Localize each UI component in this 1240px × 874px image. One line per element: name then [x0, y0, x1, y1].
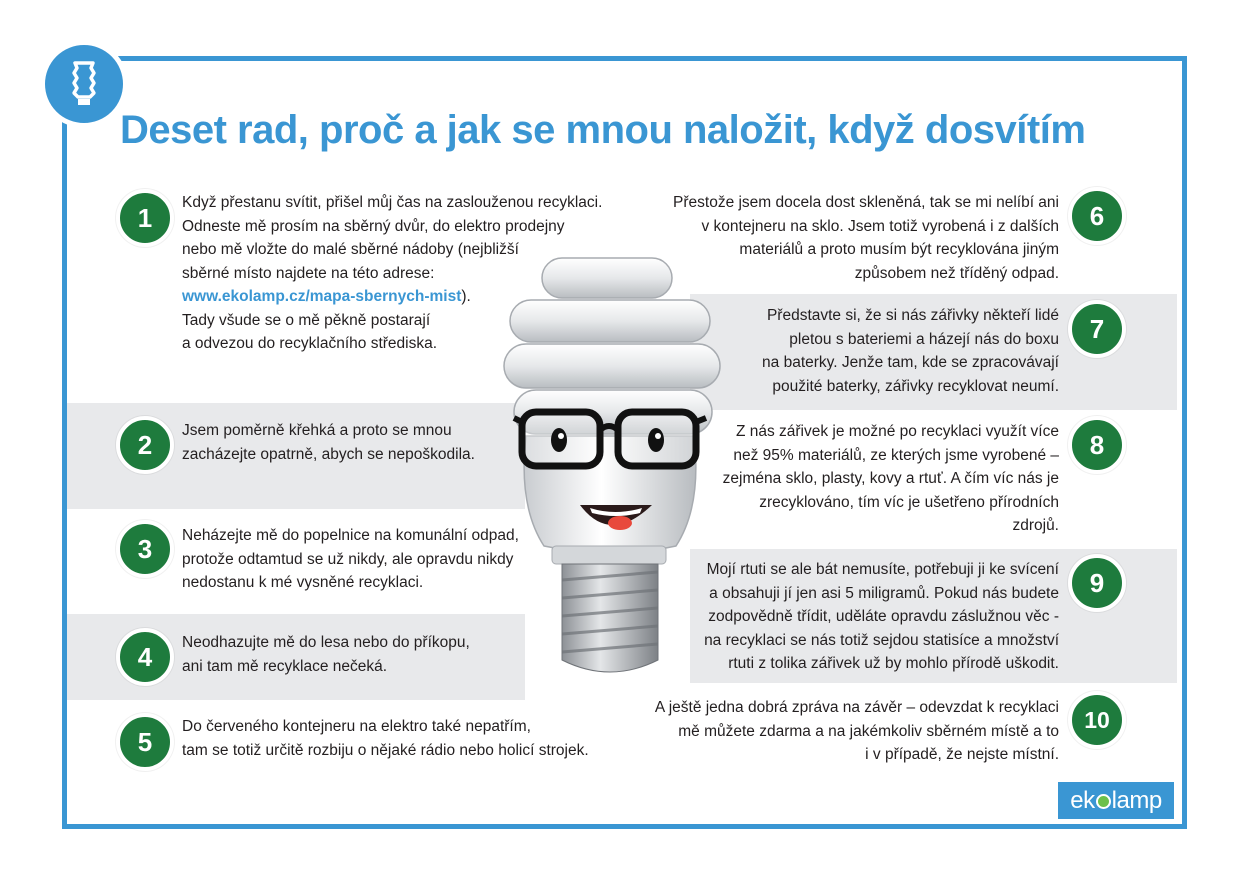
tip-9-line: rtuti z tolika zářivek už by mohlo přírodě uškodit. [728, 655, 1059, 672]
logo-text-end: lamp [1111, 787, 1162, 814]
tip-1-link-suffix: ). [461, 288, 471, 305]
tip-number-5: 5 [116, 713, 174, 771]
tip-number-8: 8 [1068, 416, 1126, 474]
bulb-badge [40, 40, 128, 128]
tip-6-line: Přestože jsem docela dost skleněná, tak se mi nelíbí ani [673, 194, 1059, 211]
tip-number-9: 9 [1068, 554, 1126, 612]
tip-8-line: zdrojů. [1012, 517, 1059, 534]
tip-3-line: nedostanu k mé vysněné recyklaci. [182, 574, 424, 591]
tip-9-line: a obsahuji jí jen asi 5 miligramů. Pokud nás budete [709, 584, 1059, 602]
page-title: Deset rad, proč a jak se mnou naložit, když dosvítím [120, 108, 1086, 152]
tip-1-line: Když přestanu svítit, přišel můj čas na zaslouženou recyklaci. [182, 194, 603, 211]
tip-5-line: tam se totiž určitě rozbiju o nějaké rádio nebo holicí strojek. [182, 741, 589, 759]
tip-10-line: A ještě jedna dobrá zpráva na závěr – odevzdat k recyklaci [654, 699, 1059, 716]
tip-10-line: i v případě, že nejste místní. [865, 746, 1059, 763]
tip-5 [182, 715, 589, 762]
globe-icon [1096, 794, 1111, 809]
tip-1-line: sběrné místo najdete na této adrese: [182, 264, 435, 282]
tip-1-line: Tady všude se o mě pěkně postarají [182, 311, 431, 329]
tip-number-10: 10 [1068, 691, 1126, 749]
tip-3-line: Neházejte mě do popelnice na komunální odpad, [182, 527, 519, 544]
tip-3 [182, 524, 519, 595]
tip-7-line: použité baterky, zářivky recyklovat neumí. [772, 377, 1059, 395]
bulb-outline-icon [45, 45, 123, 123]
tip-5-line: Do červeného kontejneru na elektro také nepatřím, [182, 718, 531, 735]
tip-8-line: zejména sklo, plasty, kovy a rtuť. A čím víc nás je [722, 470, 1059, 487]
spiral-tube [504, 258, 720, 434]
bulb-collar [552, 546, 666, 564]
tip-7 [762, 304, 1059, 398]
tip-3-line: protože odtamtud se už nikdy, ale opravdu nikdy [182, 550, 514, 568]
tip-number-7: 7 [1068, 300, 1126, 358]
ekolamp-logo [1058, 782, 1174, 819]
tip-10-line: mě můžete zdarma a na jakémkoliv sběrném místě a to [678, 722, 1059, 740]
tip-4-line: Neodhazujte mě do lesa nebo do příkopu, [182, 634, 470, 651]
tip-2 [182, 419, 475, 466]
tip-7-line: Představte si, že si nás zářivky někteří lidé [766, 307, 1059, 324]
bulb-character [490, 240, 730, 700]
tip-1-line: a odvezou do recyklačního střediska. [182, 335, 438, 352]
tip-number-4: 4 [116, 628, 174, 686]
tip-6-line: materiálů a proto musím být recyklována jiným [739, 241, 1059, 258]
tip-number-3: 3 [116, 520, 174, 578]
tip-6-line: v kontejneru na sklo. Jsem totiž vyrobená i z dalších [701, 217, 1059, 235]
tip-6-line: způsobem než tříděný odpad. [854, 264, 1059, 282]
tip-2-line: Jsem poměrně křehká a proto se mnou [182, 422, 452, 439]
tip-8-line: než 95% materiálů, ze kterých jsme vyrobené – [733, 446, 1059, 464]
tip-number-6: 6 [1068, 187, 1126, 245]
tip-8-line: zrecyklováno, tím víc je ušetřeno přírodních [759, 493, 1059, 511]
tip-number-1: 1 [116, 189, 174, 247]
tip-9-line: na recyklaci se nás totiž sejdou statisíce a množství [704, 631, 1059, 649]
tip-8-line: Z nás zářivek je možné po recyklaci využít více [735, 423, 1059, 440]
tip-9-line: zodpovědně třídit, uděláte opravdu záslužnou věc - [708, 608, 1059, 625]
tip-1-line: nebo mě vložte do malé sběrné nádoby (nejbližší [182, 241, 519, 258]
tip-6 [673, 191, 1059, 285]
logo-text-start: ek [1070, 787, 1095, 814]
tip-7-line: na baterky. Jenže tam, kde se zpracovávají [762, 354, 1059, 371]
collection-map-link[interactable]: www.ekolamp.cz/mapa-sbernych-mist [182, 288, 462, 305]
screw-base [562, 564, 658, 672]
tip-8 [723, 420, 1059, 538]
tip-1-line: Odneste mě prosím na sběrný dvůr, do elektro prodejny [182, 217, 565, 235]
tip-9 [704, 558, 1059, 676]
tip-4-line: ani tam mě recyklace nečeká. [182, 657, 388, 675]
tip-10 [655, 696, 1059, 767]
tip-7-line: pletou s bateriemi a házejí nás do boxu [789, 330, 1059, 348]
tip-2-line: zacházejte opatrně, abych se nepoškodila. [182, 445, 475, 463]
tip-4 [182, 631, 470, 678]
tip-9-line: Mojí rtuti se ale bát nemusíte, potřebuji ji ke svícení [706, 561, 1059, 578]
tip-number-2: 2 [116, 416, 174, 474]
